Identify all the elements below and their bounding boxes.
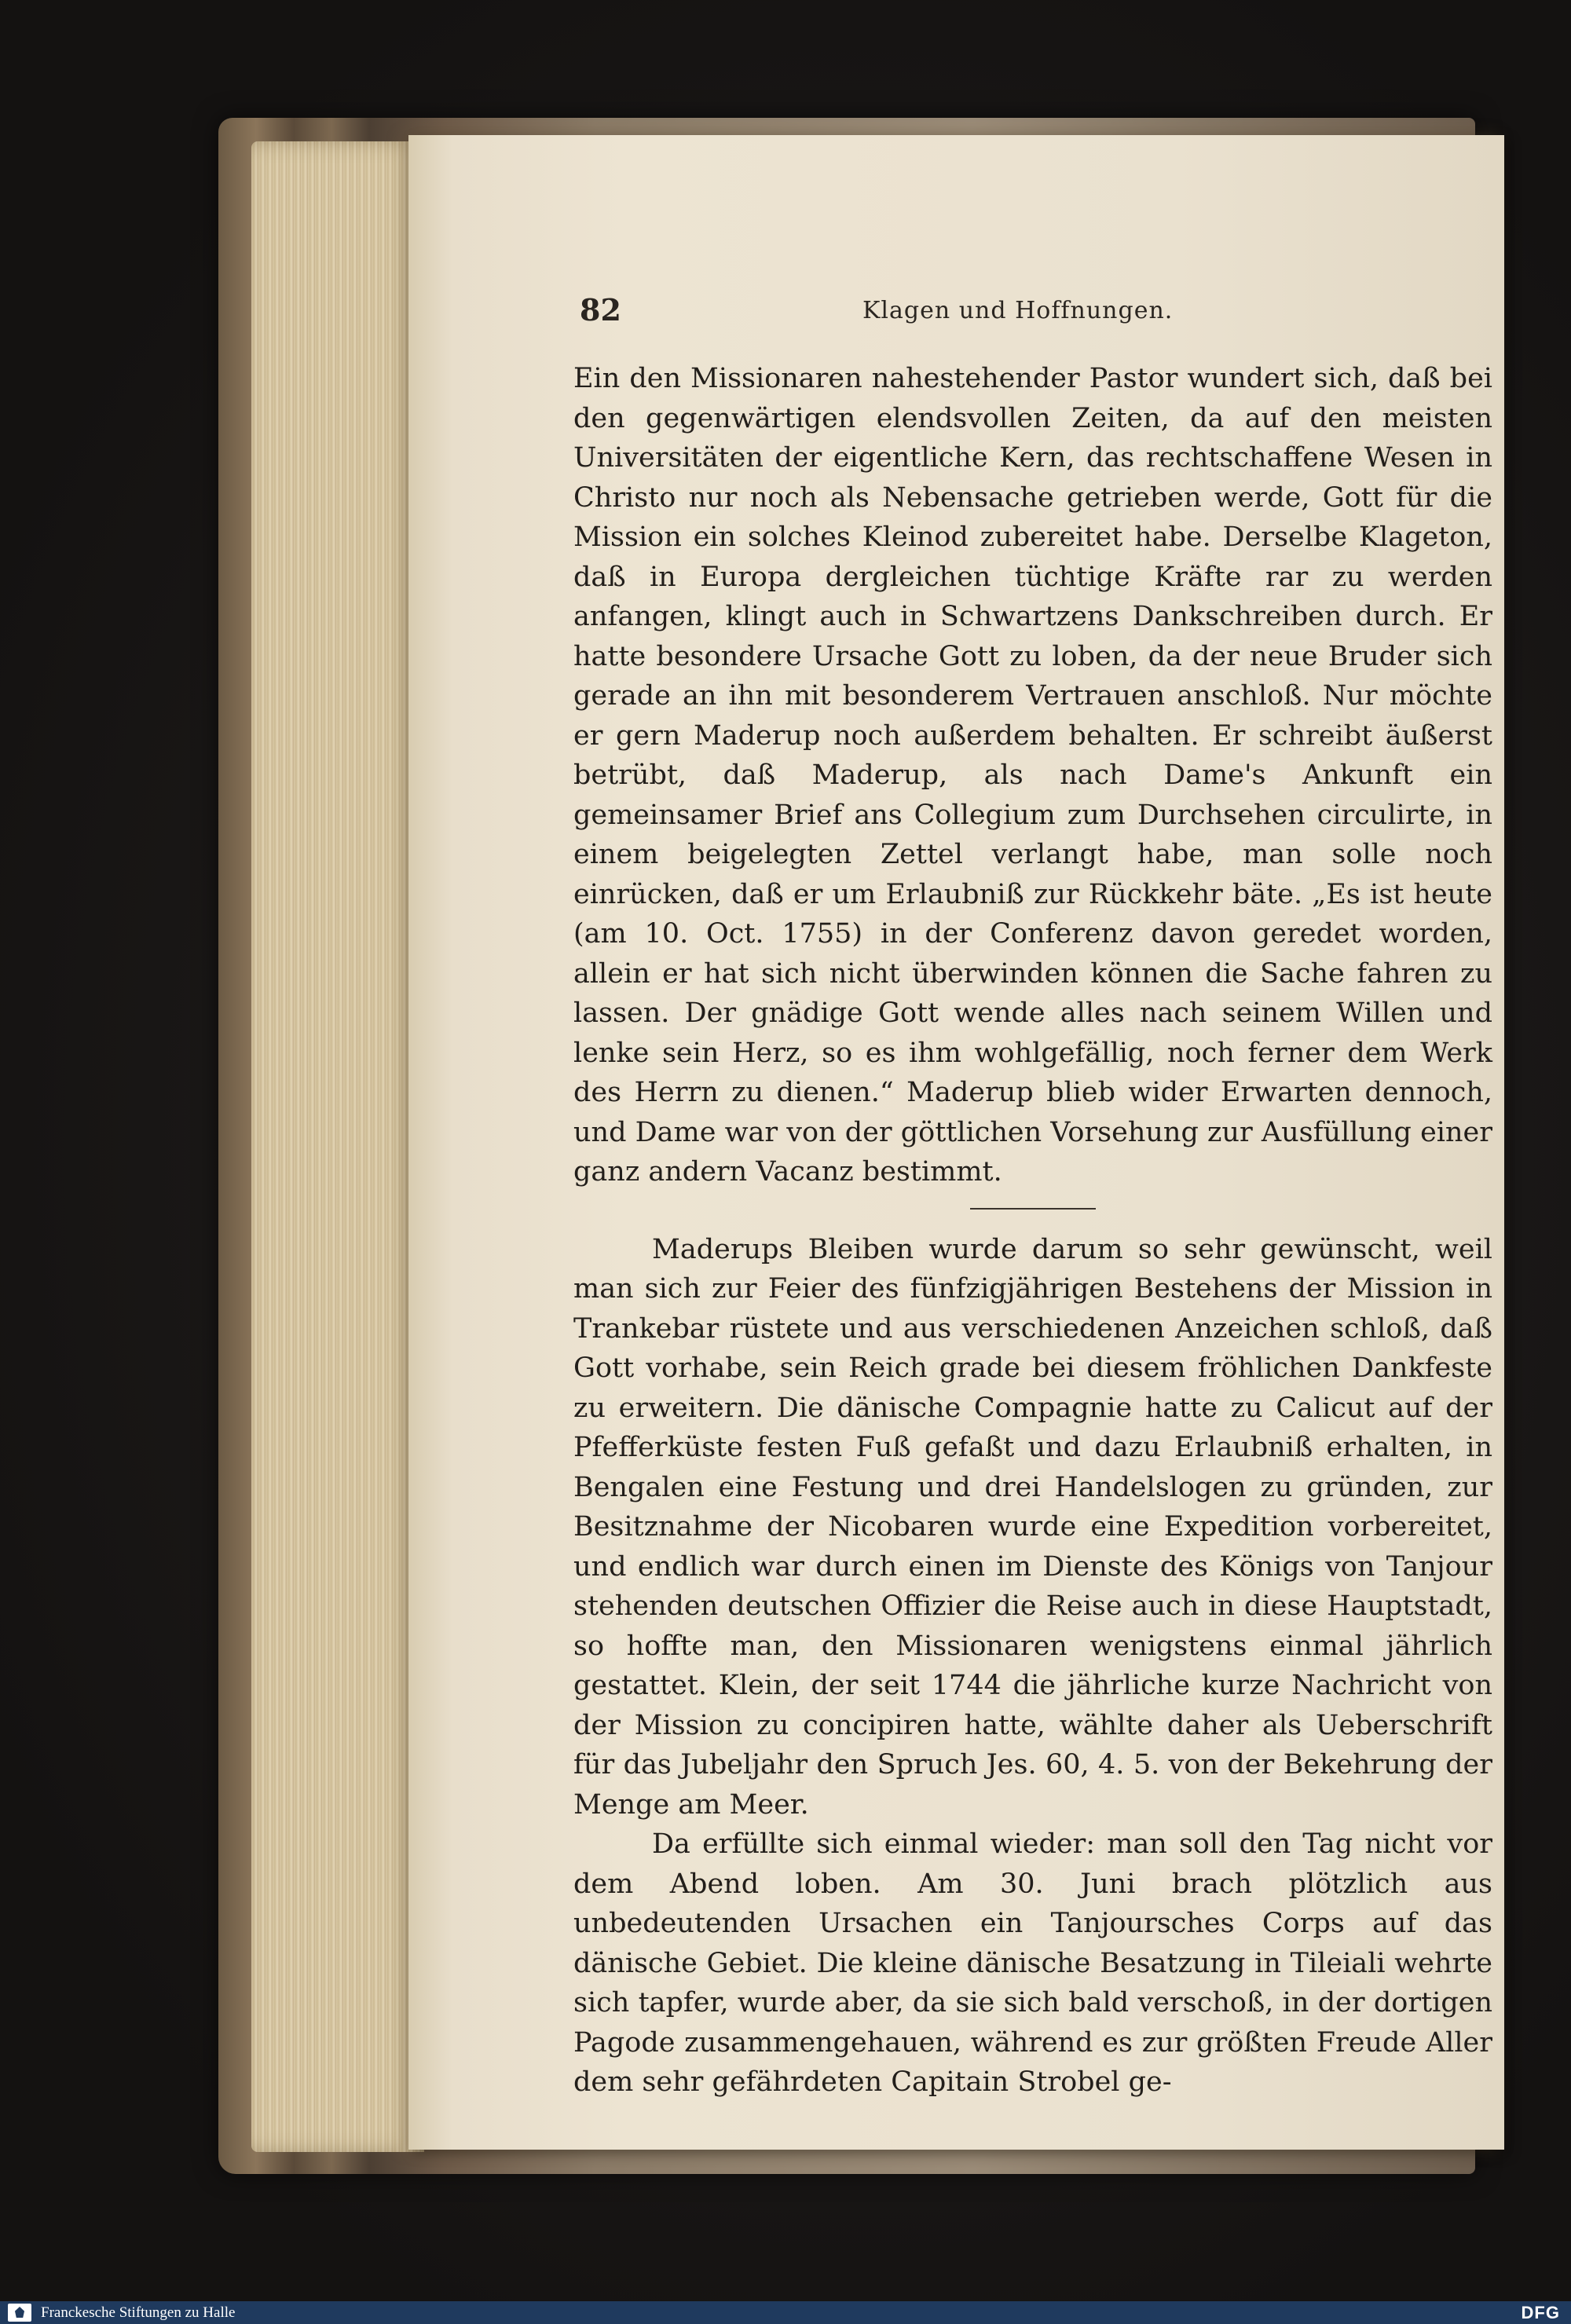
paragraph-2: Maderups Bleiben wurde darum so sehr gewünscht, weil man sich zur Feier des fünfzigjährigen Bestehens der Mission in Trankebar rüstete und aus verschiedenen Anzeichen schloß, daß Gott vorhabe, sein Reich grade bei diesem fröhlichen Dankfeste zu erweitern. Die dänische Compagnie hatte zu Calicut auf der Pfefferküste festen Fuß gefaßt und dazu Erlaubniß erhalten, in Bengalen eine Festung und drei Handelslogen zu gründen, zur Besitznahme der Nicobaren wurde eine Expedition vorbereitet, und endlich war durch einen im Dienste des Königs von Tanjour stehenden deutschen Offizier die Reise auch in diese Hauptstadt, so hoffte man, den Missionaren wenigstens einmal jährlich gestattet. Klein, der seit 1744 die jährliche kurze Nachricht von der Mission zu concipiren hatte, wählte daher als Ueberschrift für das Jubeljahr den Spruch Jes. 60, 4. 5. von der Bekehrung der Menge am Meer. xyxy=(573,1233,1492,1821)
institution-logo-icon xyxy=(8,2304,31,2322)
institution-name[interactable]: Franckesche Stiftungen zu Halle xyxy=(41,2304,236,2321)
dfg-logo: DFG xyxy=(1521,2303,1560,2322)
body-text xyxy=(573,359,1492,2103)
page-header xyxy=(580,292,1444,339)
footer-bar xyxy=(0,2301,1571,2324)
running-head: Klagen und Hoffnungen. xyxy=(862,297,1174,324)
book-page xyxy=(408,135,1504,2150)
paragraph-1: Ein den Missionaren nahestehender Pastor wundert sich, daß bei den gegenwärtigen elendsvollen Zeiten, da auf den meisten Universitäten der eigentliche Kern, das rechtschaffene Wesen in Christo nur noch als Nebensache getrieben werde, Gott für die Mission ein solches Kleinod zubereitet habe. Derselbe Klageton, daß in Europa dergleichen tüchtige Kräfte rar zu werden anfangen, klingt auch in Schwartzens Dankschreiben durch. Er hatte besondere Ursache Gott zu loben, da der neue Bruder sich gerade an ihn mit besonderem Vertrauen anschloß. Nur möchte er gern Maderup noch außerdem behalten. Er schreibt äußerst betrübt, daß Maderup, als nach Dame's Ankunft ein gemeinsamer Brief ans Collegium zum Durchsehen circulirte, in einem beigelegten Zettel verlangt habe, man solle noch einrücken, daß er um Erlaubniß zur Rückkehr bäte. „Es ist heute (am 10. Oct. 1755) in der Conferenz davon geredet worden, allein er hat sich nicht überwinden können die Sache fahren zu lassen. Der gnädige Gott wende alles nach seinem Willen und lenke sein Herz, so es ihm wohlgefällig, noch ferner dem Werk des Herrn zu dienen.“ Maderup blieb wider Erwarten dennoch, und Dame war von der göttlichen Vorsehung zur Ausfüllung einer ganz andern Vacanz bestimmt. xyxy=(573,363,1492,1188)
page-block-edges xyxy=(251,141,424,2152)
page-number: 82 xyxy=(580,292,621,328)
paragraph-3: Da erfüllte sich einmal wieder: man soll den Tag nicht vor dem Abend loben. Am 30. Juni brach plötzlich aus unbedeutenden Ursachen ein Tanjoursches Corps auf das dänische Gebiet. Die kleine dänische Besatzung in Tileiali wehrte sich tapfer, wurde aber, da sie sich bald verschoß, in der dortigen Pagode zusammengehauen, während es zur größten Freude Aller dem sehr gefährdeten Capitain Strobel ge- xyxy=(573,1828,1492,2098)
section-divider xyxy=(970,1208,1096,1210)
